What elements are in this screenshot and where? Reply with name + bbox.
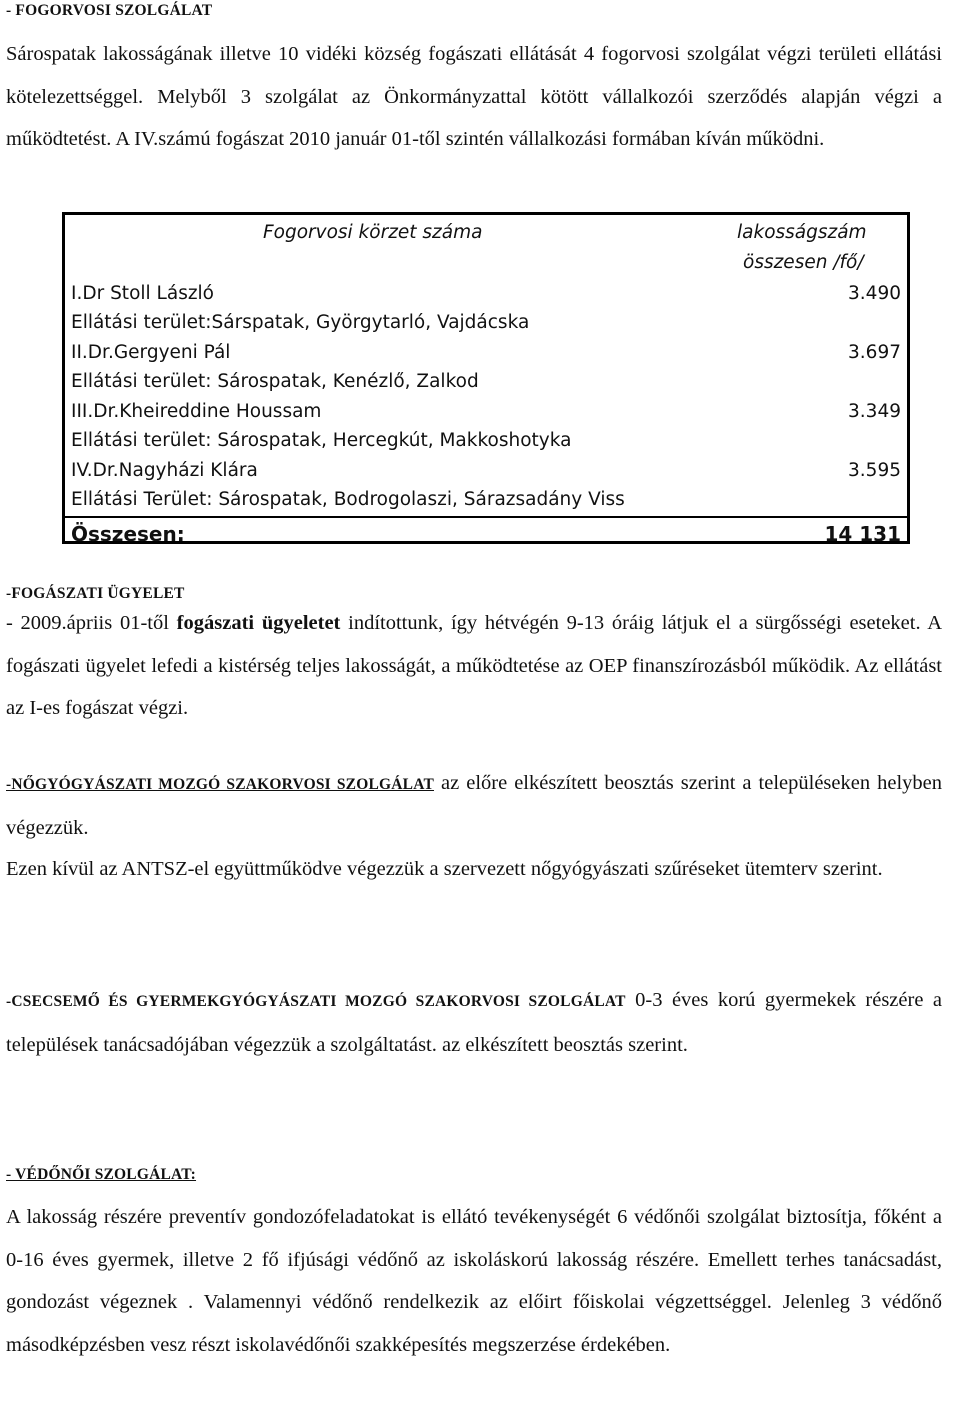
table-row-3-name: III.Dr.Kheireddine Houssam (71, 401, 322, 422)
table-row-3-value: 3.349 (848, 401, 901, 422)
nogyogyaszat-paragraph-2: Ezen kívül az ANTSZ-el együttműködve végezzük a szervezett nőgyógyászati szűréseket ütemterv szerint. (6, 858, 883, 880)
table-header-district: Fogorvosi körzet száma (263, 222, 483, 243)
table-row-3-area: Ellátási terület: Sárospatak, Hercegkút, Makkoshotyka (71, 430, 572, 451)
fogorvosi-paragraph: Sárospatak lakosságának illetve 10 vidéki község fogászati ellátását 4 fogorvosi szolgálat végzi területi ellátási kötelezettséggel. Melyből 3 szolgálat az Önkormányzattal kötött vállalkozói szerződés alapján végzi a működtetést. A IV.számú fogászat 2010 január 01-től szintén vállalkozási formában kíván működni. (6, 43, 942, 150)
nogyogyaszat-paragraph: -NŐGYÓGYÁSZATI MOZGÓ SZAKORVOSI SZOLGÁLAT az előre elkészített beosztás szerint a településeken helyben végezzük. (6, 772, 943, 839)
csecsemo-paragraph: -CSECSEMŐ ÉS GYERMEKGYÓGYÁSZATI MOZGÓ SZAKORVOSI SZOLGÁLAT 0-3 éves korú gyermekek részére a települések tanácsadójában végezzük a szolgáltatást. az elkészített beosztás szerint. (6, 989, 942, 1056)
table-row-4-value: 3.595 (848, 460, 901, 481)
ugyelet-paragraph: - 2009.ápriis 01-től fogászati ügyeletet indítottunk, így hétvégén 9-13 óráig látjuk el a sürgősségi eseteket. A fogászati ügyelet lefedi a kistérség teljes lakosságát, a működtetése az OEP finanszírozásból működik. Az ellátást az I-es fogászat végzi. (6, 612, 942, 719)
table-row-2-area: Ellátási terület: Sárospatak, Kenézlő, Zalkod (71, 371, 479, 392)
table-row-4-name: IV.Dr.Nagyházi Klára (71, 460, 258, 481)
table-row-1-value: 3.490 (848, 283, 901, 304)
table-header-population-2: összesen /fő/ (743, 252, 864, 273)
table-row-1-name: I.Dr Stoll László (71, 283, 214, 304)
section-heading-ugyelet: -FOGÁSZATI ÜGYELET (6, 585, 185, 602)
section-heading-vedono: - VÉDŐNŐI SZOLGÁLAT: (6, 1166, 197, 1183)
table-total-divider (65, 516, 907, 518)
section-heading-csecsemo: -CSECSEMŐ ÉS GYERMEKGYÓGYÁSZATI MOZGÓ SZAKORVOSI SZOLGÁLAT (6, 993, 626, 1010)
vedono-paragraph: A lakosság részére preventív gondozófeladatokat is ellátó tevékenységét 6 védőnői szolgálat biztosítja, főként a 0-16 éves gyermek, illetve 2 fő ifjúsági védőnő az iskoláskorú lakosság részére. Emellett terhes tanácsadást, gondozást végeznek . Valamennyi védőnő rendelkezik az előirt főiskolai végzettséggel. Jelenleg 3 védőnő másodképzésben vesz részt iskolavédőnői szakképesítés megszerzése érdekében. (6, 1206, 942, 1356)
table-row-2-value: 3.697 (848, 342, 901, 363)
table-total-value: 14 131 (824, 522, 901, 546)
section-heading-fogorvosi: - FOGORVOSI SZOLGÁLAT (6, 2, 213, 19)
table-row-2-name: II.Dr.Gergyeni Pál (71, 342, 231, 363)
table-row-4-area: Ellátási Terület: Sárospatak, Bodrogolaszi, Sárazsadány Viss (71, 489, 625, 510)
table-total-label: Összesen: (71, 522, 185, 546)
table-row-1-area: Ellátási terület:Sárspatak, Györgytarló, Vajdácska (71, 312, 530, 333)
section-heading-nogyogyaszat: -NŐGYÓGYÁSZATI MOZGÓ SZAKORVOSI SZOLGÁLAT (6, 776, 434, 793)
dental-districts-table (62, 212, 910, 544)
table-header-population-1: lakosságszám (737, 222, 867, 243)
